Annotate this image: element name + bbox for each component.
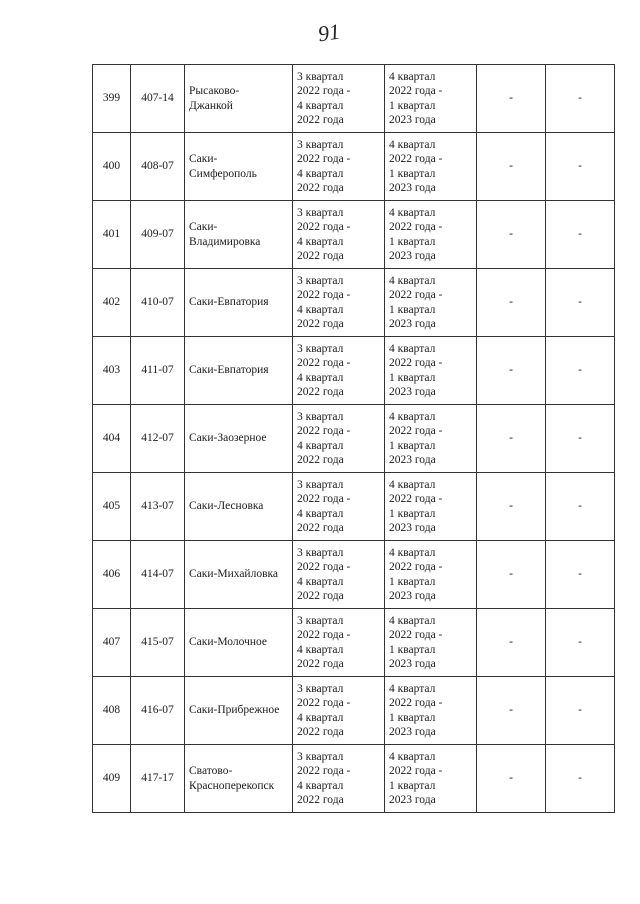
start-period: 3 квартал 2022 года - 4 квартал 2022 года xyxy=(293,201,385,269)
row-number: 408 xyxy=(93,677,131,745)
row-number: 403 xyxy=(93,337,131,405)
route-name: Саки- Владимировка xyxy=(185,201,293,269)
column-7-value: - xyxy=(546,541,615,609)
column-7-value: - xyxy=(546,745,615,813)
column-7-value: - xyxy=(546,609,615,677)
row-number: 406 xyxy=(93,541,131,609)
page-number: 91 xyxy=(316,18,342,47)
column-7-value: - xyxy=(546,65,615,133)
column-6-value: - xyxy=(477,405,546,473)
row-number: 401 xyxy=(93,201,131,269)
route-code: 416-07 xyxy=(131,677,185,745)
column-6-value: - xyxy=(477,609,546,677)
column-7-value: - xyxy=(546,133,615,201)
route-name: Рысаково- Джанкой xyxy=(185,65,293,133)
route-name: Саки- Симферополь xyxy=(185,133,293,201)
route-code: 412-07 xyxy=(131,405,185,473)
route-code: 417-17 xyxy=(131,745,185,813)
end-period: 4 квартал 2022 года - 1 квартал 2023 года xyxy=(385,405,477,473)
start-period: 3 квартал 2022 года - 4 квартал 2022 года xyxy=(293,337,385,405)
column-7-value: - xyxy=(546,405,615,473)
column-6-value: - xyxy=(477,133,546,201)
column-6-value: - xyxy=(477,541,546,609)
route-name: Саки-Евпатория xyxy=(185,269,293,337)
table-row xyxy=(93,677,615,745)
row-number: 399 xyxy=(93,65,131,133)
column-6-value: - xyxy=(477,677,546,745)
column-7-value: - xyxy=(546,337,615,405)
table-row xyxy=(93,745,615,813)
row-number: 400 xyxy=(93,133,131,201)
end-period: 4 квартал 2022 года - 1 квартал 2023 года xyxy=(385,745,477,813)
route-code: 408-07 xyxy=(131,133,185,201)
end-period: 4 квартал 2022 года - 1 квартал 2023 года xyxy=(385,541,477,609)
column-7-value: - xyxy=(546,269,615,337)
row-number: 407 xyxy=(93,609,131,677)
column-7-value: - xyxy=(546,473,615,541)
column-7-value: - xyxy=(546,201,615,269)
column-6-value: - xyxy=(477,473,546,541)
table-body xyxy=(93,65,615,813)
start-period: 3 квартал 2022 года - 4 квартал 2022 года xyxy=(293,745,385,813)
table-row xyxy=(93,541,615,609)
route-code: 407-14 xyxy=(131,65,185,133)
table-row xyxy=(93,133,615,201)
route-name: Саки-Лесновка xyxy=(185,473,293,541)
end-period: 4 квартал 2022 года - 1 квартал 2023 года xyxy=(385,337,477,405)
route-name: Саки-Заозерное xyxy=(185,405,293,473)
start-period: 3 квартал 2022 года - 4 квартал 2022 года xyxy=(293,609,385,677)
start-period: 3 квартал 2022 года - 4 квартал 2022 года xyxy=(293,405,385,473)
end-period: 4 квартал 2022 года - 1 квартал 2023 года xyxy=(385,201,477,269)
column-6-value: - xyxy=(477,745,546,813)
table-row xyxy=(93,201,615,269)
start-period: 3 квартал 2022 года - 4 квартал 2022 года xyxy=(293,133,385,201)
start-period: 3 квартал 2022 года - 4 квартал 2022 года xyxy=(293,473,385,541)
end-period: 4 квартал 2022 года - 1 квартал 2023 года xyxy=(385,677,477,745)
table-row xyxy=(93,405,615,473)
column-6-value: - xyxy=(477,201,546,269)
route-code: 409-07 xyxy=(131,201,185,269)
start-period: 3 квартал 2022 года - 4 квартал 2022 года xyxy=(293,65,385,133)
route-code: 411-07 xyxy=(131,337,185,405)
column-6-value: - xyxy=(477,65,546,133)
table-row xyxy=(93,65,615,133)
end-period: 4 квартал 2022 года - 1 квартал 2023 года xyxy=(385,609,477,677)
route-name: Саки-Евпатория xyxy=(185,337,293,405)
start-period: 3 квартал 2022 года - 4 квартал 2022 года xyxy=(293,269,385,337)
column-6-value: - xyxy=(477,269,546,337)
route-code: 415-07 xyxy=(131,609,185,677)
route-name: Сватово- Красноперекопск xyxy=(185,745,293,813)
route-name: Саки-Михайловка xyxy=(185,541,293,609)
table-row xyxy=(93,609,615,677)
row-number: 405 xyxy=(93,473,131,541)
end-period: 4 квартал 2022 года - 1 квартал 2023 года xyxy=(385,133,477,201)
end-period: 4 квартал 2022 года - 1 квартал 2023 года xyxy=(385,65,477,133)
row-number: 402 xyxy=(93,269,131,337)
route-name: Саки-Молочное xyxy=(185,609,293,677)
column-7-value: - xyxy=(546,677,615,745)
end-period: 4 квартал 2022 года - 1 квартал 2023 года xyxy=(385,473,477,541)
route-code: 414-07 xyxy=(131,541,185,609)
end-period: 4 квартал 2022 года - 1 квартал 2023 года xyxy=(385,269,477,337)
column-6-value: - xyxy=(477,337,546,405)
table-row xyxy=(93,337,615,405)
table-row xyxy=(93,269,615,337)
route-code: 413-07 xyxy=(131,473,185,541)
table-row xyxy=(93,473,615,541)
row-number: 404 xyxy=(93,405,131,473)
row-number: 409 xyxy=(93,745,131,813)
route-code: 410-07 xyxy=(131,269,185,337)
start-period: 3 квартал 2022 года - 4 квартал 2022 года xyxy=(293,541,385,609)
start-period: 3 квартал 2022 года - 4 квартал 2022 года xyxy=(293,677,385,745)
route-name: Саки-Прибрежное xyxy=(185,677,293,745)
routes-table xyxy=(92,64,615,813)
